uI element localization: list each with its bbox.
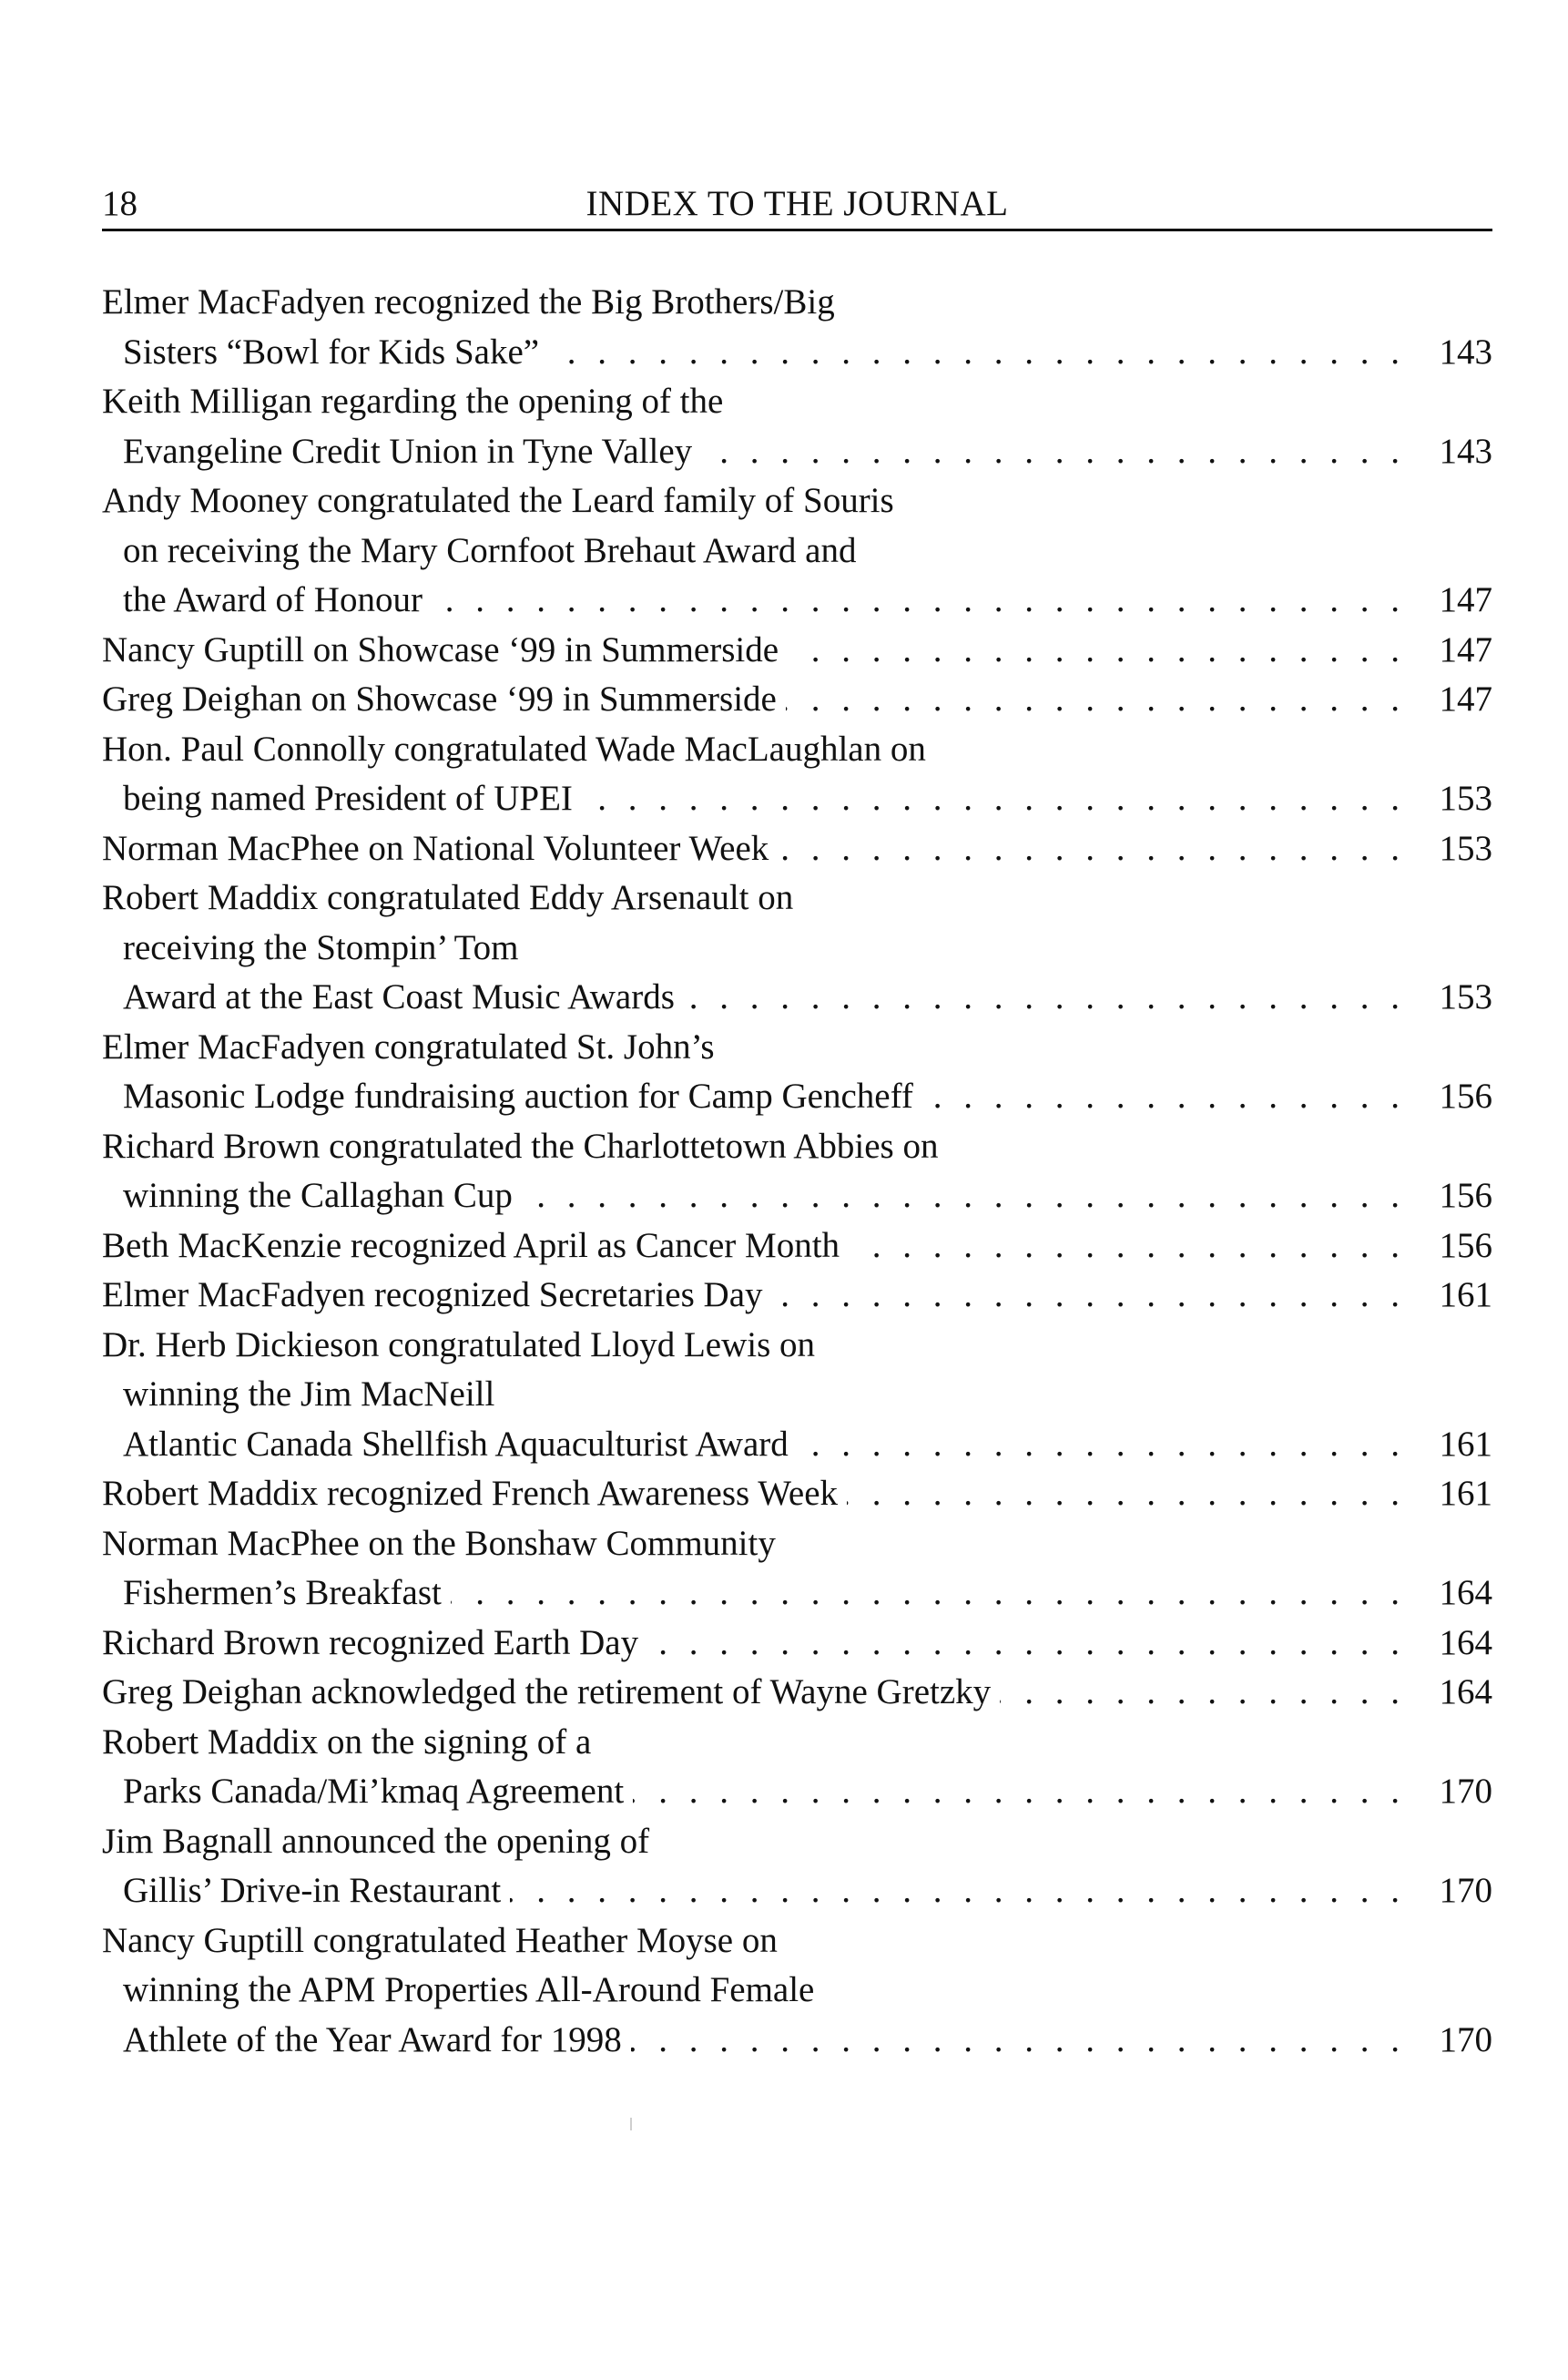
entry-page-number: 156 <box>1439 1225 1492 1265</box>
dot-leader <box>631 2016 1406 2066</box>
entry-text: Fishermen’s Breakfast <box>123 1573 442 1612</box>
entry-text: Hon. Paul Connolly congratulated Wade MacLaughlan on <box>102 729 926 769</box>
entry-text: Beth MacKenzie recognized April as Cancer Month <box>102 1225 840 1265</box>
entry-line <box>102 1122 1492 1172</box>
dot-leader <box>798 1420 1406 1470</box>
index-entry <box>102 675 1492 725</box>
entry-text: Richard Brown recognized Earth Day <box>102 1622 639 1662</box>
entry-line-with-page <box>102 1619 1492 1669</box>
entry-line <box>102 1718 1492 1768</box>
entry-text: Masonic Lodge fundraising auction for Camp Gencheff <box>123 1077 913 1116</box>
entry-line-with-page <box>102 576 1492 626</box>
scan-speck <box>630 2118 632 2130</box>
entry-line-with-page <box>102 824 1492 874</box>
entry-line <box>102 476 1492 526</box>
entry-text: being named President of UPEI <box>123 779 573 818</box>
index-entries <box>102 278 1492 2065</box>
entry-line-with-page <box>102 973 1492 1023</box>
entry-text: Robert Maddix congratulated Eddy Arsenault on <box>102 878 794 917</box>
entry-text: Greg Deighan on Showcase ‘99 in Summerside <box>102 679 777 719</box>
index-entry <box>102 725 1492 824</box>
entry-line-with-page <box>102 1866 1492 1916</box>
dot-leader <box>548 328 1406 378</box>
entry-text: Award at the East Coast Music Awards <box>123 977 675 1016</box>
index-entry <box>102 1321 1492 1470</box>
entry-text: Atlantic Canada Shellfish Aquaculturist Award <box>123 1424 789 1464</box>
entry-text: the Award of Honour <box>123 580 423 619</box>
index-entry <box>102 1619 1492 1669</box>
entry-line <box>102 278 1492 328</box>
index-entry <box>102 1122 1492 1221</box>
entry-page-number: 170 <box>1439 2019 1492 2059</box>
entry-text: Norman MacPhee on National Volunteer Week <box>102 828 769 868</box>
entry-text: Richard Brown congratulated the Charlottetown Abbies on <box>102 1126 939 1166</box>
dot-leader <box>778 824 1406 874</box>
entry-line-with-page <box>102 675 1492 725</box>
index-entry <box>102 626 1492 676</box>
entry-page-number: 153 <box>1439 977 1492 1016</box>
entry-page-number: 161 <box>1439 1474 1492 1513</box>
dot-leader <box>510 1866 1406 1916</box>
dot-leader <box>786 675 1406 725</box>
entry-line-with-page <box>102 1072 1492 1122</box>
entry-text: Jim Bagnall announced the opening of <box>102 1821 650 1861</box>
index-entry <box>102 377 1492 476</box>
entry-line <box>102 1519 1492 1569</box>
dot-leader <box>684 973 1406 1023</box>
dot-leader <box>582 774 1406 824</box>
entry-line-with-page <box>102 2016 1492 2066</box>
entry-text: Nancy Guptill on Showcase ‘99 in Summerside <box>102 629 779 669</box>
entry-text: Athlete of the Year Award for 1998 <box>123 2019 622 2059</box>
index-entry <box>102 1817 1492 1916</box>
dot-leader <box>633 1767 1406 1817</box>
dot-leader <box>847 1469 1406 1519</box>
entry-line-with-page <box>102 1668 1492 1718</box>
entry-text: Norman MacPhee on the Bonshaw Community <box>102 1523 776 1563</box>
entry-page-number: 170 <box>1439 1871 1492 1910</box>
entry-text: Sisters “Bowl for Kids Sake” <box>123 332 540 372</box>
dot-leader <box>451 1568 1406 1619</box>
dot-leader <box>432 576 1406 626</box>
entry-line <box>102 1370 1492 1420</box>
dot-leader <box>922 1072 1406 1122</box>
dot-leader <box>849 1221 1406 1272</box>
dot-leader <box>701 427 1406 477</box>
entry-line <box>102 1023 1492 1073</box>
entry-page-number: 156 <box>1439 1077 1492 1116</box>
entry-line-with-page <box>102 1171 1492 1221</box>
entry-page-number: 156 <box>1439 1176 1492 1215</box>
index-entry <box>102 1271 1492 1321</box>
index-entry <box>102 278 1492 377</box>
entry-text: Elmer MacFadyen congratulated St. John’s <box>102 1027 715 1067</box>
entry-page-number: 164 <box>1439 1622 1492 1662</box>
entry-line <box>102 377 1492 427</box>
entry-page-number: 153 <box>1439 828 1492 868</box>
entry-line-with-page <box>102 1420 1492 1470</box>
dot-leader <box>772 1271 1407 1321</box>
index-entry <box>102 1668 1492 1718</box>
entry-page-number: 143 <box>1439 431 1492 471</box>
dot-leader <box>647 1619 1406 1669</box>
entry-page-number: 143 <box>1439 332 1492 372</box>
entry-page-number: 153 <box>1439 779 1492 818</box>
entry-text: Evangeline Credit Union in Tyne Valley <box>123 431 693 471</box>
index-entry <box>102 1519 1492 1619</box>
entry-line-with-page <box>102 1271 1492 1321</box>
entry-page-number: 164 <box>1439 1573 1492 1612</box>
entry-text: Nancy Guptill congratulated Heather Moyse on <box>102 1920 778 1960</box>
index-entry <box>102 1221 1492 1272</box>
index-entry <box>102 1916 1492 2066</box>
entry-line <box>102 1817 1492 1867</box>
entry-text: Elmer MacFadyen recognized the Big Brothers/Big <box>102 282 835 322</box>
page-number: 18 <box>102 184 137 223</box>
dot-leader <box>1000 1668 1406 1718</box>
index-entry <box>102 1023 1492 1122</box>
header-rule <box>102 229 1492 231</box>
entry-line <box>102 924 1492 974</box>
dot-leader <box>522 1171 1406 1221</box>
entry-page-number: 147 <box>1439 629 1492 669</box>
index-entry <box>102 1469 1492 1519</box>
entry-line-with-page <box>102 328 1492 378</box>
entry-line-with-page <box>102 626 1492 676</box>
entry-page-number: 147 <box>1439 679 1492 719</box>
entry-text: Elmer MacFadyen recognized Secretaries Day <box>102 1275 763 1314</box>
entry-page-number: 161 <box>1439 1424 1492 1464</box>
entry-line <box>102 1966 1492 2016</box>
entry-page-number: 170 <box>1439 1772 1492 1811</box>
entry-text: on receiving the Mary Cornfoot Brehaut Award and <box>123 530 857 570</box>
entry-page-number: 147 <box>1439 580 1492 619</box>
entry-page-number: 164 <box>1439 1672 1492 1711</box>
entry-text: Andy Mooney congratulated the Leard family of Souris <box>102 481 894 520</box>
entry-text: receiving the Stompin’ Tom <box>123 927 519 967</box>
entry-text: winning the Callaghan Cup <box>123 1176 513 1215</box>
entry-line-with-page <box>102 774 1492 824</box>
entry-line-with-page <box>102 1767 1492 1817</box>
index-entry <box>102 873 1492 1023</box>
running-title: INDEX TO THE JOURNAL <box>585 184 1009 223</box>
entry-line-with-page <box>102 1221 1492 1272</box>
entry-text: Parks Canada/Mi’kmaq Agreement <box>123 1772 625 1811</box>
entry-text: Robert Maddix on the signing of a <box>102 1721 592 1762</box>
entry-text: Gillis’ Drive-in Restaurant <box>123 1871 502 1910</box>
page-header <box>102 179 1492 230</box>
entry-text: winning the Jim MacNeill <box>123 1374 495 1414</box>
index-entry <box>102 476 1492 626</box>
entry-line <box>102 526 1492 577</box>
entry-text: winning the APM Properties All-Around Female <box>123 1970 815 2009</box>
entry-line-with-page <box>102 427 1492 477</box>
dot-leader <box>788 626 1406 676</box>
entry-text: Keith Milligan regarding the opening of the <box>102 382 724 421</box>
entry-line <box>102 1916 1492 1966</box>
entry-line <box>102 1321 1492 1371</box>
entry-line <box>102 873 1492 924</box>
index-entry <box>102 824 1492 874</box>
entry-text: Greg Deighan acknowledged the retirement of Wayne Gretzky <box>102 1672 992 1711</box>
entry-line-with-page <box>102 1469 1492 1519</box>
index-entry <box>102 1718 1492 1817</box>
entry-line <box>102 725 1492 775</box>
entry-page-number: 161 <box>1439 1275 1492 1314</box>
entry-text: Dr. Herb Dickieson congratulated Lloyd Lewis on <box>102 1324 816 1364</box>
entry-line-with-page <box>102 1568 1492 1619</box>
entry-text: Robert Maddix recognized French Awareness Week <box>102 1474 839 1513</box>
